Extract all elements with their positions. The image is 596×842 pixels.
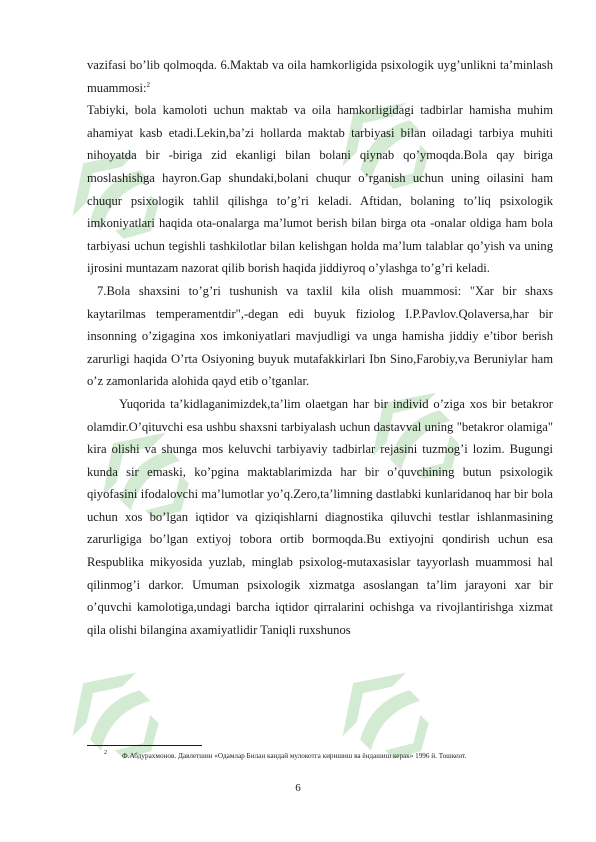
paragraph: Tabiyki, bola kamoloti uchun maktab va oila hamkorligidagi tadbirlar hamisha muhim ahamiyat kasb etadi.Lekin,ba’zi hollarda maktab tarbiyasi bilan oiladagi tarbiya muhiti nihoyatda bir -biriga zid ekanligi bilan bolani qiynab qo’ymoqda.Bola qay biriga moslashishga hayron.Gap shundaki,bolani chuqur o’rganish uchun uning oilasini ham chuqur psixologik tahlil qilishga to’g’ri keladi. Aftidan, bolaning to’liq psixologik imkoniyatlari haqida ota-onalarga ma’lumot berish bilan birga ota -onalar oldiga ham bola tarbiyasi uchun tegishli tashkilotlar bilan kelishgan holda ma’lum talablar qo’yish va uning ijrosini muntazam nazorat qilib borish haqida jiddiyroq o’ylashga to’g’ri keladi. [87,103,553,276]
watermark-logo [37,637,193,793]
page-number: 6 [295,782,301,794]
footnote-mark: 2 [104,750,107,756]
paragraph: Yuqorida ta’kidlaganimizdek,ta’lim olaetgan har bir individ o’ziga xos bir betakror olamdir.O’qituvchi esa ushbu shaxsni tarbiyalash uchun dastavval uning "betakror olamiga" kira olishi va shunga mos keluvchi tarbiyaviy tadbirlar rejasini tuzmog’i lozim. Bugungi kunda sir emaski, ko’pgina maktablarimizda har bir o’quvchining butun psixologik qiyofasini ifodalovchi ma’lumotlar yo’q.Zero,ta’limning dastlabki kunlaridanoq har bir bola uchun xos bo’lgan iqtidor va qiziqishlarni diagnostika qiluvchi testlar ishlanmasining zarurligiga bo’lgan extiyoj tobora ortib bormoqda.Bu extiyojni qondirish uchun esa Respublika mikyosida yuzlab, minglab psixolog-mutaxasislar tayyorlash muammosi hal qilinmog’i darkor. Umuman psixologik xizmatga asoslangan ta’lim jarayoni xar bir o’quvchi kamolotiga,undagi barcha iqtidor qirralarini ochishga va rivojlantirishga xizmat qila olishi bilangina axamiyatlidir Taniqli ruxshunos [87,396,553,637]
footnote-reference[interactable]: 2 [146,80,150,89]
paragraph: 7.Bola shaxsini to’g’ri tushunish va taxlil kila olish muammosi: "Xar bir shaxs kaytarilmas temperamentdir",-degan edi buyuk fiziolog I.P.Pavlov.Qolaversa,har bir insonning o’zigagina xos imkoniyatlari mavjudligi va unga hamisha jiddiy e’tibor berish zarurligi haqida O’rta Osiyoning buyuk mutafakkirlari Ibn Sino,Farobiy,va Beruniylar ham o’z zamonlarida alohida qayd etib o’tganlar. [87,283,553,389]
body-text [87,54,553,641]
footnote-divider [87,745,202,746]
paragraph [87,54,553,99]
footnote-text: Ф.Абдурахмонов. Давлетшин «Одамлар Билан кандай мулокотга киришиш ва ёндашиш керак» 1996 й. Тошкент. [122,752,467,760]
watermark-logo [307,637,463,793]
paragraph-text: vazifasi bo’lib qolmoqda. 6.Maktab va oila hamkorligida psixologik uyg’unlikni ta’minlash muammosi: [87,58,553,95]
footnote [87,751,553,762]
